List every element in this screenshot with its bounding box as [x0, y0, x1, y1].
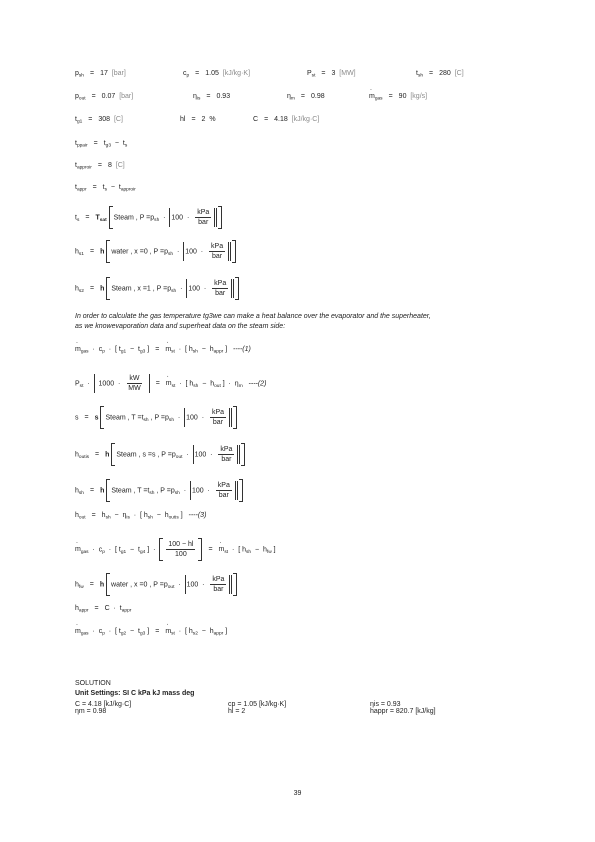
- param-p-st: $P_{st} = 3$ [MW]: [307, 70, 356, 79]
- eq-hs1: $h_{s1} = h$ water , x =0 , $P =p_{sh} \cdot 100$ · $\frac{\text{kPa}}{\text{bar}}$: [75, 240, 236, 263]
- heat-balance-note: In order to calculate the gas temperature tg3we can make a heat balance over the evaporator and the superheater, as we knowevaporation data and superheat data on the steam side:: [75, 313, 431, 330]
- eq-hs2: $h_{s2} = h$ Steam , x =1 , $P =p_{sh} \cdot 100$ · $\frac{\text{kPa}}{\text{bar}}$: [75, 277, 239, 300]
- unit-settings: Unit Settings: SI C kPa kJ mass deg: [75, 690, 195, 697]
- param-p-out: $p_{out} = 0.07$ [bar]: [75, 93, 134, 102]
- eq-3: $h_{out} = h_{sh} - \eta_{is}$ · [ $h_{sh} - h_{outis}$ ] ----(3): [75, 512, 207, 521]
- eq-2: $P_{st} \cdot 1000$ · $\frac{kW}{MW}$ =˙ $m_{st}$ · [ $h_{sh} - h_{out}$ ] · $\eta_m$ ----(2): [75, 374, 266, 393]
- eq-balance-evap: ˙ $m_{gas} \cdot c_p$ · [ $t_{g2} - t_{g3}$ ] =˙ $m_{st}$ · [ $h_{s2} - h_{appr}$ ]: [75, 628, 227, 637]
- eq-1: ˙ $m_{gas} \cdot c_p$ · [ $t_{g1} - t_{g3}$ ] =˙ $m_{st}$ · [ $h_{sh} - h_{appr}$ ] ----(1): [75, 346, 251, 355]
- param-eta-m: $\eta_m = 0.98$: [287, 93, 325, 102]
- param-c: C = 4.18 [kJ/kg·C]: [253, 116, 320, 123]
- param-hl: hl = 2 %: [180, 116, 216, 123]
- eq-hfw: $h_{fw} = h$ water , x =0 , $P =p_{out} \cdot 100$ · $\frac{\text{kPa}}{\text{bar}}$: [75, 573, 237, 596]
- param-eta-is: $\eta_{is} = 0.93$: [193, 93, 231, 102]
- eq-tappr: $t_{appr} = t_s - t_{approir}$: [75, 184, 136, 193]
- eq-tapproir: $t_{approir} = 8$ [C]: [75, 162, 125, 171]
- param-cp: $c_p = 1.05$ [kJ/kg·K]: [183, 70, 251, 79]
- eq-tppair: $t_{ppair} = t_{g3} - t_s$: [75, 140, 128, 149]
- eq-happr: $h_{appr} = C \cdot t_{appr}$: [75, 605, 132, 614]
- eq-houtis: $h_{outis} = h$ Steam , s =s , $P =p_{out} \cdot 100$ · $\frac{\text{kPa}}{\text{bar}}$: [75, 443, 245, 466]
- solution-col-1: C = 4.18 [kJ/kg·C] ηm = 0.98: [75, 701, 132, 715]
- eq-hsh: $h_{sh} = h$ Steam , $T =t_{sh}$ , $P =p_{sh} \cdot 100$ · $\frac{\text{kPa}}{\text{bar}}$: [75, 479, 243, 502]
- param-t-sh: $t_{sh} = 280$ [C]: [416, 70, 464, 79]
- eq-ts: $t_s = T_{sat}$ Steam , $P =p_{sh} \cdot 100$ · $\frac{\text{kPa}}{\text{bar}}$: [75, 206, 222, 229]
- solution-title: SOLUTION: [75, 680, 111, 687]
- param-p-sh: $p_{sh} = 17$ [bar]: [75, 70, 126, 79]
- solution-col-3: ηis = 0.93 happr = 820.7 [kJ/kg]: [370, 701, 436, 715]
- param-t-g1: $t_{g1} = 308$ [C]: [75, 116, 123, 125]
- eq-tg4: ˙ $m_{gas} \cdot c_p$ · [ $t_{g1} - t_{g4}$ ] · $\frac{100 - hl}{100}$ =˙ $m_{st}$ · [ $h_{sh} - h_{fw}$ ]: [75, 538, 276, 561]
- page-number: 39: [293, 790, 302, 797]
- param-m-gas: ˙ $m_{gas} = 90$ [kg/s]: [369, 93, 427, 102]
- solution-col-2: cp = 1.05 [kJ/kg·K] hl = 2: [228, 701, 287, 715]
- eq-s: s = s Steam , $T =t_{sh}$ , $P =p_{sh} \cdot 100$ · $\frac{\text{kPa}}{\text{bar}}$: [75, 406, 237, 429]
